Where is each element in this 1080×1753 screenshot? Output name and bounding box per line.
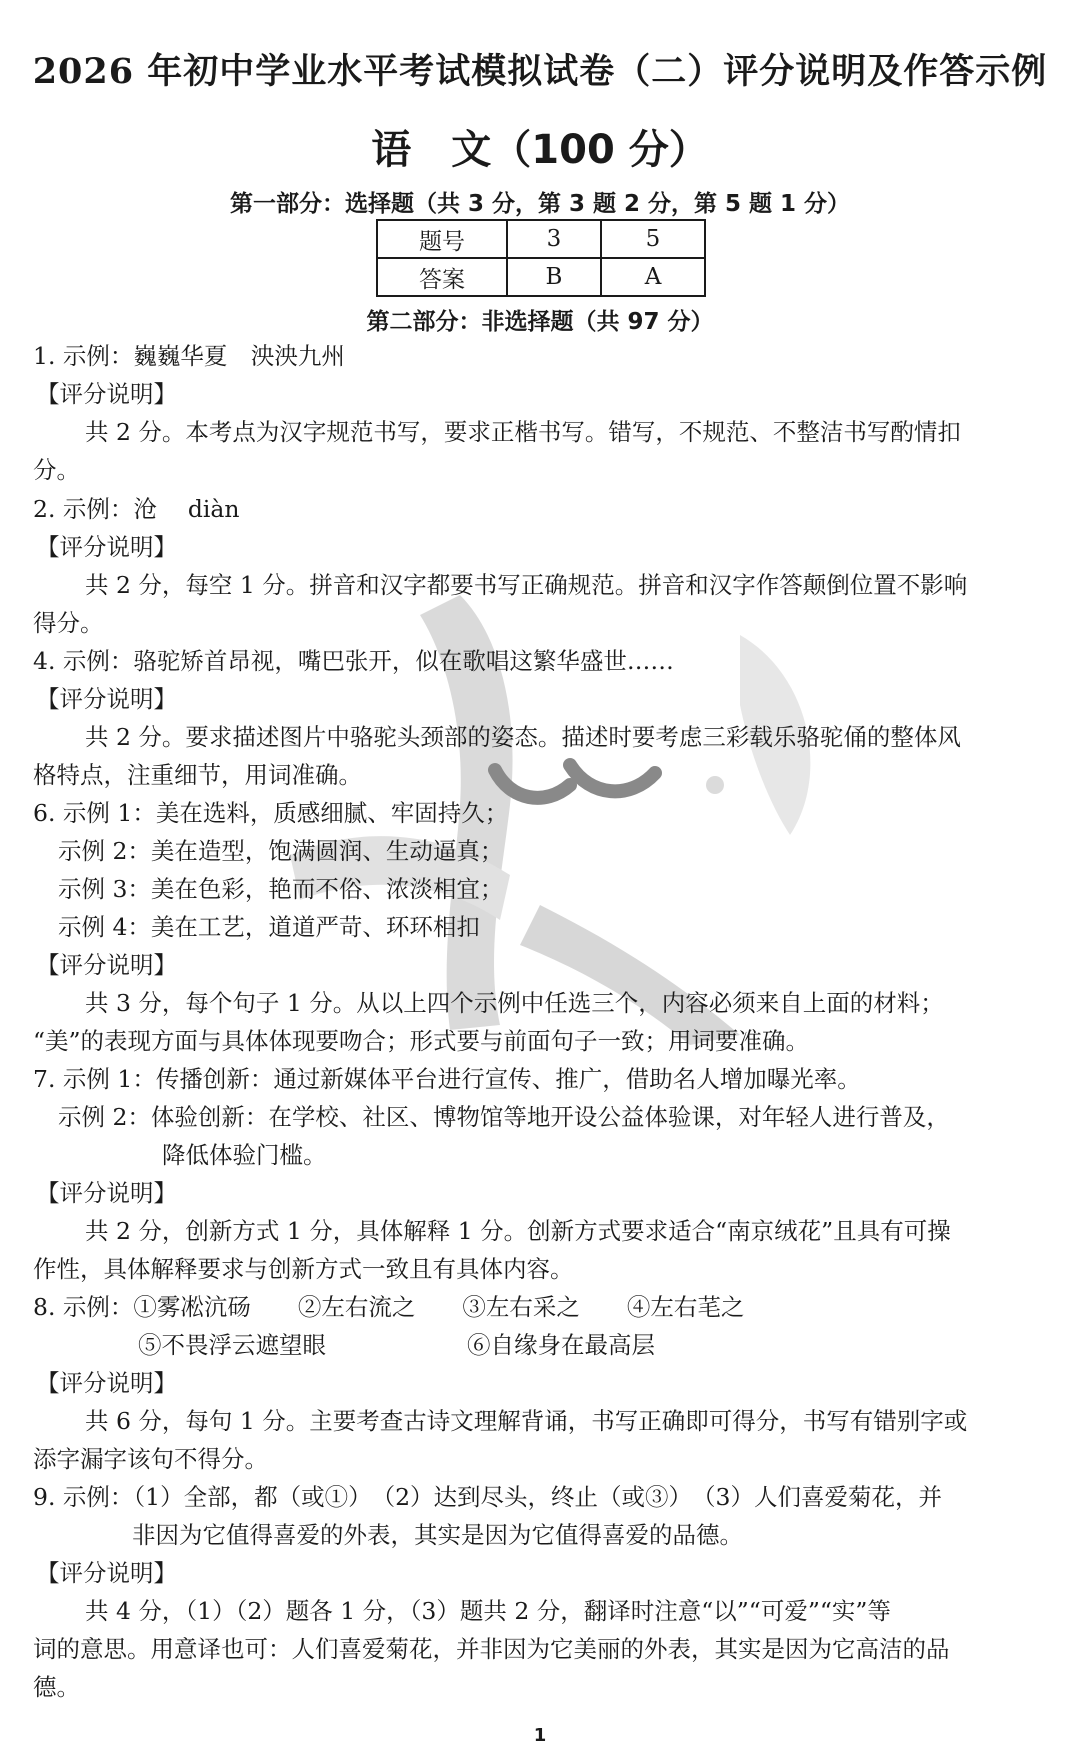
scoring-note-label: 【评分说明】 — [36, 1369, 177, 1397]
scoring-note-label: 【评分说明】 — [36, 533, 177, 561]
scoring-note-text: 得分。 — [33, 609, 104, 637]
table-cell: 5 — [601, 220, 705, 258]
scoring-note-text: 共 2 分。本考点为汉字规范书写，要求正楷书写。错写，不规范、不整洁书写酌情扣 — [85, 418, 961, 446]
answer-example: 降低体验门槛。 — [162, 1141, 327, 1169]
answer-example: 示例 2：美在造型，饱满圆润、生动逼真； — [58, 837, 504, 865]
answer-example: ⑤不畏浮云遮望眼 ⑥自缘身在最高层 — [138, 1331, 655, 1359]
answer-table — [376, 219, 706, 297]
answer-item-7: 7. 示例 1：传播创新：通过新媒体平台进行宣传、推广，借助名人增加曝光率。 — [33, 1065, 861, 1093]
document-title: 2026 年初中学业水平考试模拟试卷（二）评分说明及作答示例 — [32, 51, 1048, 92]
page-number: 1 — [533, 1725, 547, 1746]
scoring-note-text: 分。 — [33, 456, 80, 484]
answer-example: 示例 3：美在色彩，艳而不俗、浓淡相宜； — [58, 875, 504, 903]
scoring-note-text: 添字漏字该句不得分。 — [33, 1445, 268, 1473]
table-cell: 3 — [507, 220, 601, 258]
scoring-note-text: 共 2 分。要求描述图片中骆驼头颈部的姿态。描述时要考虑三彩载乐骆驼俑的整体风 — [85, 723, 961, 751]
table-cell: A — [601, 258, 705, 296]
scoring-note-label: 【评分说明】 — [36, 951, 177, 979]
scoring-note-text: 共 2 分，每空 1 分。拼音和汉字都要书写正确规范。拼音和汉字作答颠倒位置不影响 — [85, 571, 968, 599]
part1-heading: 第一部分：选择题（共 3 分，第 3 题 2 分，第 5 题 1 分） — [229, 191, 851, 217]
table-row — [377, 220, 705, 258]
answer-item-2: 2. 示例：沧 diàn — [33, 495, 240, 523]
table-cell: 答案 — [377, 258, 507, 296]
subject-title: 语 文（100 分） — [371, 127, 709, 173]
answer-item-4: 4. 示例：骆驼矫首昂视，嘴巴张开，似在歌唱这繁华盛世…… — [33, 647, 674, 675]
scoring-note-text: “美”的表现方面与具体体现要吻合；形式要与前面句子一致；用词要准确。 — [33, 1027, 810, 1055]
table-row — [377, 258, 705, 296]
scoring-note-text: 共 2 分，创新方式 1 分，具体解释 1 分。创新方式要求适合“南京绒花”且具有可操 — [85, 1217, 951, 1245]
answer-item-1: 1. 示例：巍巍华夏 泱泱九州 — [33, 342, 345, 370]
answer-item-8: 8. 示例：①雾凇沆砀 ②左右流之 ③左右采之 ④左右芼之 — [33, 1293, 745, 1321]
scoring-note-text: 作性，具体解释要求与创新方式一致且有具体内容。 — [33, 1255, 574, 1283]
scoring-note-text: 共 4 分，（1）（2）题各 1 分，（3）题共 2 分，翻译时注意“以”“可爱”“实”等 — [85, 1597, 891, 1625]
answer-item-9: 9. 示例：（1）全部，都（或①） （2）达到尽头，终止（或③） （3）人们喜爱菊花，并 — [33, 1483, 942, 1511]
scoring-note-text: 共 3 分，每个句子 1 分。从以上四个示例中任选三个，内容必须来自上面的材料； — [85, 989, 944, 1017]
answer-example: 示例 2：体验创新：在学校、社区、博物馆等地开设公益体验课，对年轻人进行普及， — [58, 1103, 950, 1131]
scoring-note-text: 格特点，注重细节，用词准确。 — [33, 761, 362, 789]
table-cell: B — [507, 258, 601, 296]
scoring-note-label: 【评分说明】 — [36, 380, 177, 408]
scoring-note-label: 【评分说明】 — [36, 685, 177, 713]
scoring-note-text: 词的意思。用意译也可：人们喜爱菊花，并非因为它美丽的外表，其实是因为它高洁的品 — [33, 1635, 950, 1663]
answer-example: 示例 4：美在工艺，道道严苛、环环相扣 — [58, 913, 480, 941]
answer-item-6: 6. 示例 1：美在选料，质感细腻、牢固持久； — [33, 799, 509, 827]
scoring-note-label: 【评分说明】 — [36, 1559, 177, 1587]
table-cell: 题号 — [377, 220, 507, 258]
scoring-note-text: 德。 — [33, 1673, 80, 1701]
answer-example: 非因为它值得喜爱的外表，其实是因为它值得喜爱的品德。 — [132, 1521, 743, 1549]
scoring-note-text: 共 6 分，每句 1 分。主要考查古诗文理解背诵，书写正确即可得分，书写有错别字或 — [85, 1407, 968, 1435]
part2-heading: 第二部分：非选择题（共 97 分） — [366, 309, 714, 335]
scoring-note-label: 【评分说明】 — [36, 1179, 177, 1207]
